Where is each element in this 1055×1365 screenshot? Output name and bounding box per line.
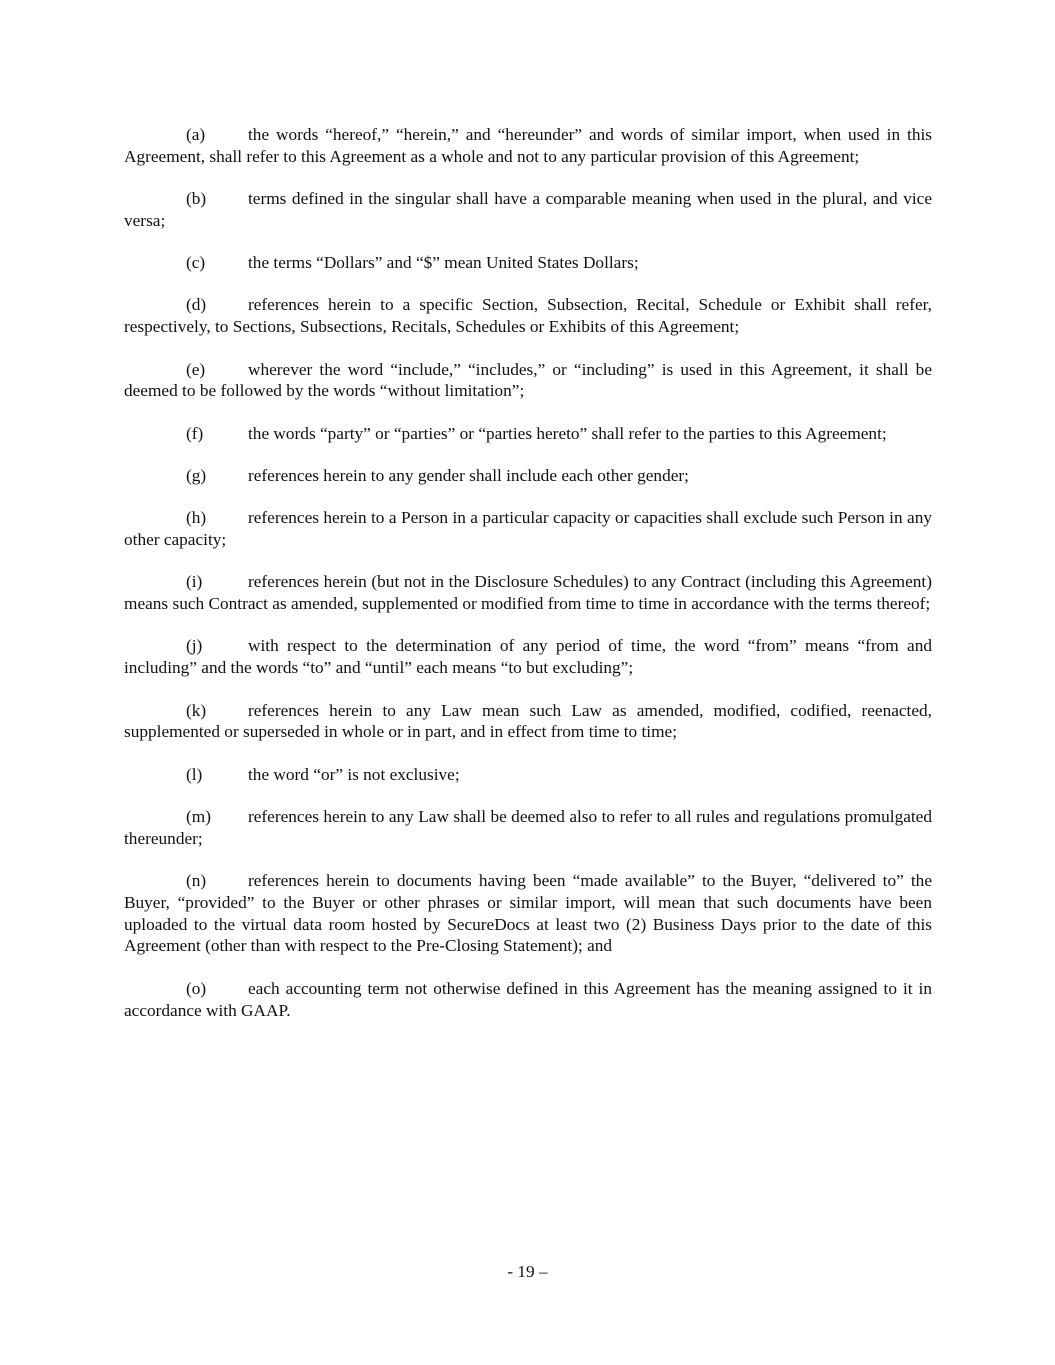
clause-list <box>124 124 932 1042</box>
clause-label: (l) <box>186 764 203 784</box>
clause-label: (k) <box>186 700 207 720</box>
clause-o <box>124 978 932 1022</box>
clause-label: (j) <box>186 636 203 656</box>
clause-label: (o) <box>186 978 207 998</box>
clause-c <box>124 252 932 274</box>
clause-text: references herein to documents having been “made available” to the Buyer, “delivered to” the Buyer, “provided” to the Buyer or other phrases or similar import, will mean that such documents have been uploaded to the virtual data room hosted by SecureDocs at least two (2) Business Days prior to the date of this Agreement (other than with respect to the Pre-Closing Statement); and <box>124 871 932 956</box>
clause-text: references herein to a specific Section, Subsection, Recital, Schedule or Exhibit shall refer, respectively, to Sections, Subsections, Recitals, Schedules or Exhibits of this Agreement; <box>124 295 932 337</box>
clause-text: the word “or” is not exclusive; <box>248 764 460 784</box>
page-number: - 19 – <box>507 1262 548 1281</box>
clause-j <box>124 635 932 679</box>
clause-label: (c) <box>186 253 206 273</box>
clause-label: (h) <box>186 508 207 528</box>
clause-label: (m) <box>186 806 211 826</box>
clause-g <box>124 465 932 487</box>
clause-text: terms defined in the singular shall have a comparable meaning when used in the plural, and vice versa; <box>124 189 932 230</box>
clause-text: references herein to any Law shall be deemed also to refer to all rules and regulations promulgated thereunder; <box>124 806 932 848</box>
clause-label: (d) <box>186 295 207 315</box>
clause-l <box>124 764 932 786</box>
clause-label: (g) <box>186 465 207 485</box>
clause-label: (i) <box>186 572 203 592</box>
clause-text: references herein (but not in the Disclosure Schedules) to any Contract (including this Agreement) means such Contract as amended, supplemented or modified from time to time in accordance with the terms thereof; <box>124 572 932 614</box>
clause-text: references herein to any Law mean such Law as amended, modified, codified, reenacted, supplemented or superseded in whole or in part, and in effect from time to time; <box>124 700 932 742</box>
clause-b <box>124 188 932 232</box>
clause-label: (n) <box>186 871 207 891</box>
clause-k <box>124 700 932 744</box>
clause-n <box>124 870 932 957</box>
clause-i <box>124 571 932 615</box>
clause-d <box>124 294 932 338</box>
clause-label: (a) <box>186 125 206 144</box>
clause-label: (b) <box>186 189 207 209</box>
clause-text: references herein to any gender shall include each other gender; <box>248 465 689 485</box>
clause-e <box>124 359 932 403</box>
clause-text: with respect to the determination of any period of time, the word “from” means “from and including” and the words “to” and “until” each means “to but excluding”; <box>124 636 932 678</box>
clause-m <box>124 806 932 850</box>
clause-h <box>124 507 932 551</box>
clause-text: wherever the word “include,” “includes,” or “including” is used in this Agreement, it shall be deemed to be followed by the words “without limitation”; <box>124 359 932 401</box>
clause-text: the words “hereof,” “herein,” and “hereunder” and words of similar import, when used in this Agreement, shall refer to this Agreement as a whole and not to any particular provision of this Agreement; <box>124 125 932 166</box>
clause-text: references herein to a Person in a particular capacity or capacities shall exclude such Person in any other capacity; <box>124 508 932 550</box>
clause-a <box>124 124 932 168</box>
clause-label: (f) <box>186 423 204 443</box>
clause-f <box>124 423 932 445</box>
clause-label: (e) <box>186 359 206 379</box>
clause-text: each accounting term not otherwise defined in this Agreement has the meaning assigned to it in accordance with GAAP. <box>124 978 932 1020</box>
clause-text: the words “party” or “parties” or “parties hereto” shall refer to the parties to this Agreement; <box>248 423 887 443</box>
clause-text: the terms “Dollars” and “$” mean United States Dollars; <box>248 253 639 273</box>
